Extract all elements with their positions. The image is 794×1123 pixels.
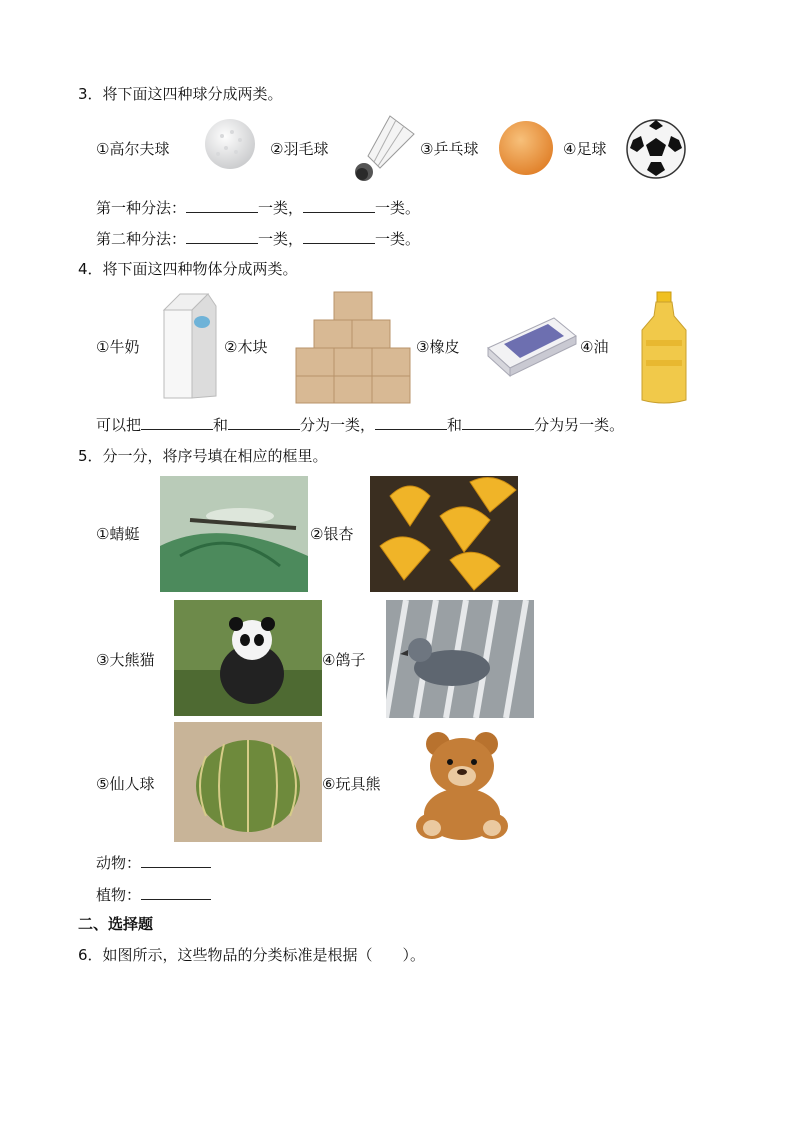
q5-animals-blank[interactable] [141,852,211,868]
football-image [625,118,687,180]
q4-item-wood-label: ②木块 [224,338,268,356]
q5-item-teddy-label: ⑥玩具熊 [322,775,381,793]
q3-line1-suffix-b: 一类。 [375,199,421,217]
q3-title: 3．将下面这四种球分成两类。 [78,85,283,103]
q4-title: 4．将下面这四种物体分成两类。 [78,260,298,278]
q3-line2-blank-2[interactable] [303,228,375,244]
q3-line-2 [96,228,420,249]
shuttlecock-image [350,112,416,184]
q4-answer-line [96,414,624,435]
eraser-image [484,310,580,380]
ping-pong-ball-image [498,120,554,176]
q5-item-panda-label: ③大熊猫 [96,651,155,669]
q5-plants-blank[interactable] [141,884,211,900]
q5-animals-label: 动物： [96,854,142,872]
q4-blank-3[interactable] [375,414,447,430]
q4-line-a: 可以把 [96,416,142,434]
q5-item-ginkgo-label: ②银杏 [310,525,354,543]
q4-item-eraser-label: ③橡皮 [416,338,460,356]
q3-item-golf-label: ①高尔夫球 [96,140,170,158]
oil-bottle-image [634,290,694,406]
q4-blank-4[interactable] [462,414,534,430]
pigeon-photo [386,600,534,718]
q3-item-football-label: ④足球 [563,140,607,158]
ginkgo-photo [370,476,518,592]
q3-line2-blank-1[interactable] [186,228,258,244]
q3-line2-suffix-b: 一类。 [375,230,421,248]
q4-item-oil-label: ④油 [580,338,609,356]
q4-line-b: 和 [213,416,229,434]
q3-line2-prefix: 第二种分法： [96,230,187,248]
q4-item-milk-label: ①牛奶 [96,338,140,356]
dragonfly-photo [160,476,308,592]
q3-item-pingpong-label: ③乒乓球 [420,140,479,158]
q5-animals-line [96,852,211,873]
q5-title: 5．分一分，将序号填在相应的框里。 [78,447,328,465]
cactus-photo [174,722,322,842]
q4-blank-2[interactable] [228,414,300,430]
q3-item-badminton-label: ②羽毛球 [270,140,329,158]
q4-line-c: 分为一类， [300,416,376,434]
section-2-title: 二、选择题 [78,915,154,933]
panda-photo [174,600,322,716]
q3-line1-suffix-a: 一类， [258,199,304,217]
wooden-blocks-image [294,290,412,404]
teddy-bear-image [410,728,514,842]
q3-line2-suffix-a: 一类， [258,230,304,248]
q3-line1-blank-1[interactable] [186,197,258,213]
q4-line-e: 分为另一类。 [534,416,625,434]
q3-line1-blank-2[interactable] [303,197,375,213]
q4-blank-1[interactable] [141,414,213,430]
q5-item-cactus-label: ⑤仙人球 [96,775,155,793]
q5-item-dragonfly-label: ①蜻蜓 [96,525,140,543]
q4-line-d: 和 [447,416,463,434]
q5-item-pigeon-label: ④鸽子 [322,651,366,669]
q3-line-1 [96,197,420,218]
milk-carton-image [158,292,220,400]
golf-ball-image [204,114,256,174]
q5-plants-label: 植物： [96,886,142,904]
q6-title: 6．如图所示，这些物品的分类标准是根据（ ）。 [78,946,426,964]
q3-line1-prefix: 第一种分法： [96,199,187,217]
q5-plants-line [96,884,211,905]
